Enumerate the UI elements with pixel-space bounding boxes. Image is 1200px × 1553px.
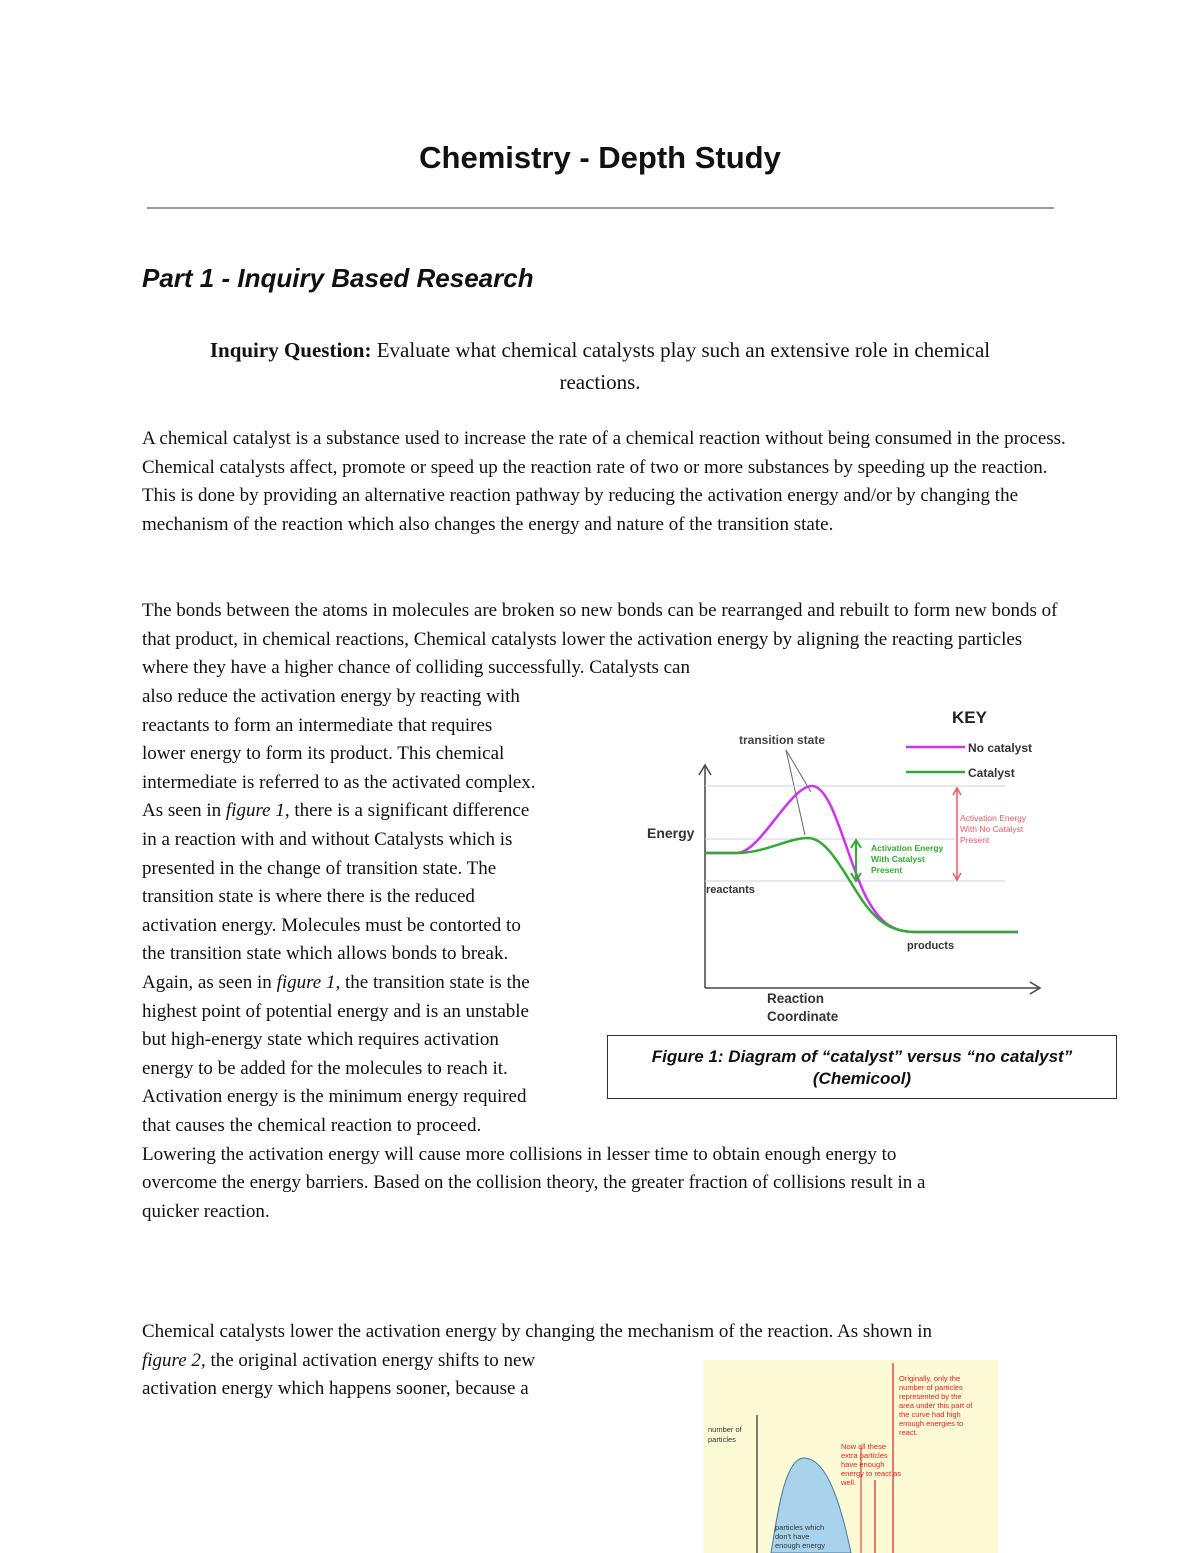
paragraph-4-line2: the original activation energy shifts to new [205,1349,536,1371]
y-axis-label: Energy [647,825,695,841]
paragraph-3-line: in a reaction with and without Catalysts which is [142,828,513,850]
caption-line1: Figure 1: Diagram of “catalyst” versus “no catalyst” [651,1047,1073,1066]
note-line: don't have [775,1532,810,1541]
note-line: area under this part of [899,1401,973,1410]
note-line: well. [841,1478,857,1487]
note-line: number of particles [899,1383,963,1392]
key-title: KEY [952,708,987,727]
document-title: Chemistry - Depth Study [419,140,781,175]
figure-1-energy-diagram [630,700,1070,1030]
paragraph-3-line: lower energy to form its product. This chemical [142,743,505,765]
paragraph-3-line: Activation energy is the minimum energy required [142,1086,527,1108]
paragraph-3-line: Lowering the activation energy will cause more collisions in lesser time to obtain enough energy to [142,1143,897,1165]
note-line: particles which [775,1523,825,1532]
figure-2-distribution [703,1360,998,1553]
paragraph-3-line: reactants to form an intermediate that requires [142,714,493,736]
note-line: the curve had high [899,1410,961,1419]
paragraph-3-line: but high-energy state which requires activation [142,1029,499,1051]
paragraph-3-line: activation energy. Molecules must be contorted to [142,914,521,936]
x-axis-label-line1: Reaction [767,991,825,1006]
paragraph-3-line: presented in the change of transition state. The [142,857,497,879]
figure-2-y-label [708,1425,744,1444]
caption-line2: (Chemicool) [812,1069,912,1088]
paragraph-3-line: highest point of potential energy and is an unstable [142,1000,529,1022]
line-text: Again, as seen in [142,971,277,993]
inquiry-question [150,334,1050,398]
note-extra-particles [840,1442,903,1487]
legend-label-catalyst: Catalyst [968,766,1015,780]
line-text: , there is a significant difference [284,800,530,822]
paragraph-2: The bonds between the atoms in molecules are broken so new bonds can be rearranged and rebuilt to form new bonds of that product, in chemical reactions, Chemical catalysts lower the activation energy by aligning the reacting particles where they have a higher chance of colliding successfully. Catalysts can [142,600,1058,679]
label-ea-no-catalyst [960,813,1029,845]
note-line: enough energy [775,1541,826,1550]
figure-1-caption [607,1035,1117,1099]
figure-2-graphic [703,1360,998,1553]
paragraph-4-line1: Chemical catalysts lower the activation energy by changing the mechanism of the reaction. As shown in [142,1321,933,1342]
paragraph-4-line3: activation energy which happens sooner, because a [142,1378,529,1400]
paragraph-3-line: quicker reaction. [142,1200,270,1222]
note-line: extra particles [841,1451,888,1460]
note-line: Now all these [841,1442,887,1451]
line-text: the transition state is the [340,971,530,993]
paragraph-3-line: that causes the chemical reaction to proceed. [142,1114,482,1136]
inquiry-text-line1: Evaluate what chemical catalysts play such an extensive role in chemical [371,338,991,362]
label-ea-catalyst-line: Present [871,865,903,875]
figure-2-y-label-line: particles [708,1435,736,1444]
paragraph-3-line: intermediate is referred to as the activated complex. [142,771,536,793]
curve-no-catalyst [705,786,1018,932]
paragraph-3-line: transition state is where there is the reduced [142,886,475,908]
paragraph-3-line: overcome the energy barriers. Based on the collision theory, the greater fraction of collisions result in a [142,1172,926,1194]
note-line: Originally, only the [899,1374,961,1383]
label-ea-catalyst [871,843,946,875]
note-line: have enough [841,1460,885,1469]
figure-1-reference: figure 1, [276,971,341,993]
figure-1-reference: figure 1 [225,800,285,822]
label-ea-no-catalyst-line: Present [960,835,990,845]
inquiry-label: Inquiry Question: [209,338,372,362]
inquiry-text-line2: reactions. [559,370,641,394]
line-text: As seen in [142,800,226,822]
note-line: energy to react as [841,1469,902,1478]
note-line: enough energies to [899,1419,964,1428]
label-ea-catalyst-line: Activation Energy [871,843,944,853]
horizontal-rule [147,207,1054,209]
part-heading: Part 1 - Inquiry Based Research [142,263,534,293]
legend-label-no-catalyst: No catalyst [968,741,1033,755]
note-original-energy [899,1374,974,1437]
note-line: represented by the [899,1392,962,1401]
label-ea-catalyst-line: With Catalyst [871,854,925,864]
transition-state-label: transition state [739,733,826,747]
reactants-label: reactants [706,884,755,896]
paragraph-3-line: energy to be added for the molecules to reach it. [142,1057,508,1079]
transition-pointer-catalyst [786,750,805,835]
paragraph-3-line: the transition state which allows bonds to break. [142,943,509,965]
note-line: react. [899,1428,918,1437]
products-label: products [907,940,955,952]
paragraph-1: A chemical catalyst is a substance used to increase the rate of a chemical reaction without being consumed in the process. Chemical catalysts affect, promote or speed up the reaction rate of two or more substances by speeding up the reaction. This is done by providing an alternative reaction pathway by reducing the activation energy and/or by changing the mechanism of the reaction which also changes the energy and nature of the transition state. [142,428,1066,535]
label-ea-no-catalyst-line: With No Catalyst [960,824,1024,834]
figure-2-y-label-line: number of [708,1425,742,1434]
figure-2-reference: figure 2, [142,1349,206,1371]
paragraph-3-line: also reduce the activation energy by reacting with [142,686,520,707]
label-ea-no-catalyst-line: Activation Energy [960,813,1027,823]
x-axis-label-line2: Coordinate [767,1009,839,1024]
